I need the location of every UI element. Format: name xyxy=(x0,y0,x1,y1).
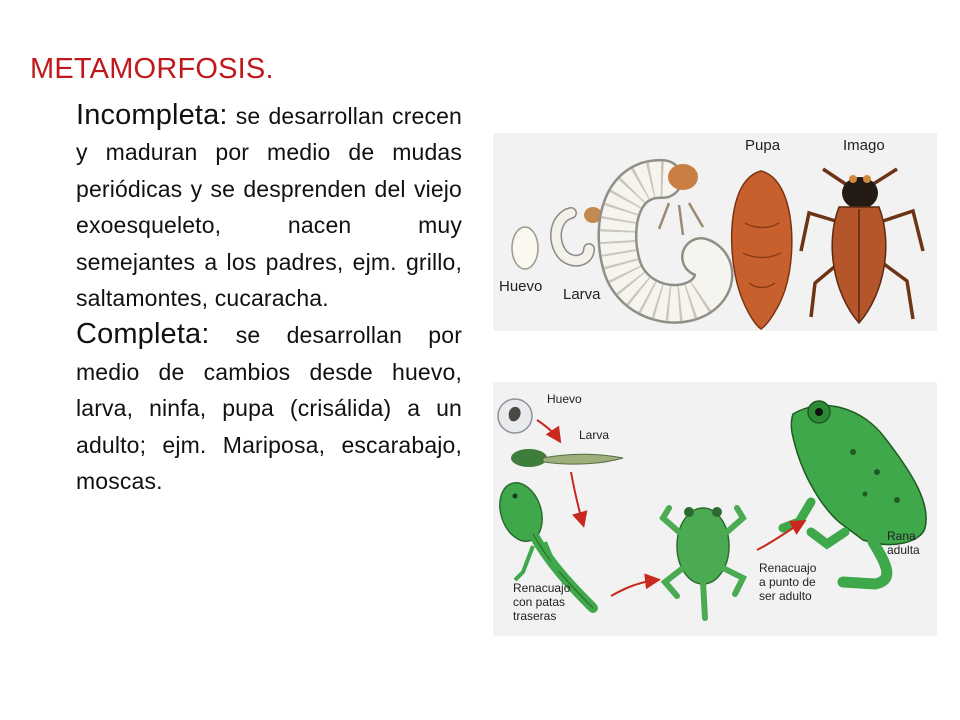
frog-illustration xyxy=(493,382,937,636)
label-froglet-line1: Renacuajo xyxy=(759,561,817,575)
small-larva-shape xyxy=(556,207,602,261)
pupa-shape xyxy=(732,171,792,329)
label-froglet-line2: a punto de xyxy=(759,575,816,589)
label-adult-line2: adulta xyxy=(887,543,920,557)
incomplete-term: Incompleta: xyxy=(76,99,228,131)
imago-beetle-shape xyxy=(801,169,923,323)
frog-larva-shape xyxy=(511,449,623,467)
label-frog-larva: Larva xyxy=(579,428,610,442)
label-egg: Huevo xyxy=(499,278,543,295)
label-tadpole-line1: Renacuajo xyxy=(513,581,571,595)
complete-paragraph xyxy=(76,316,462,499)
label-frog-egg: Huevo xyxy=(547,392,582,406)
label-froglet-line3: ser adulto xyxy=(759,589,812,603)
label-adult-line1: Rana xyxy=(887,529,916,543)
label-imago: Imago xyxy=(843,137,885,154)
frog-egg-shape xyxy=(498,399,532,433)
label-larva: Larva xyxy=(563,286,601,303)
label-pupa: Pupa xyxy=(745,137,781,154)
complete-description: se desarrollan por medio de cambios desde huevo, larva, ninfa, pupa (crisálida) a un adulto; ejm. Mariposa, escarabajo, moscas. xyxy=(76,322,462,495)
complete-term: Completa: xyxy=(76,318,210,351)
slide-title: METAMORFOSIS. xyxy=(30,53,274,85)
beetle-egg-shape xyxy=(512,227,538,269)
label-tadpole-line3: traseras xyxy=(513,609,557,623)
label-tadpole-line2: con patas xyxy=(513,595,566,609)
large-larva-shape xyxy=(617,164,713,304)
beetle-illustration xyxy=(493,133,937,331)
froglet-shape xyxy=(663,507,743,618)
incomplete-paragraph xyxy=(76,97,462,316)
incomplete-description: se desarrollan crecen y maduran por medio de mudas periódicas y se desprenden del viejo exoesqueleto, nacen muy semejantes a los padres, ejm. grillo, saltamontes, cucaracha. xyxy=(76,103,462,312)
beetle-metamorphosis-figure xyxy=(493,133,937,331)
body-text xyxy=(76,97,462,499)
frog-metamorphosis-figure xyxy=(493,382,937,636)
